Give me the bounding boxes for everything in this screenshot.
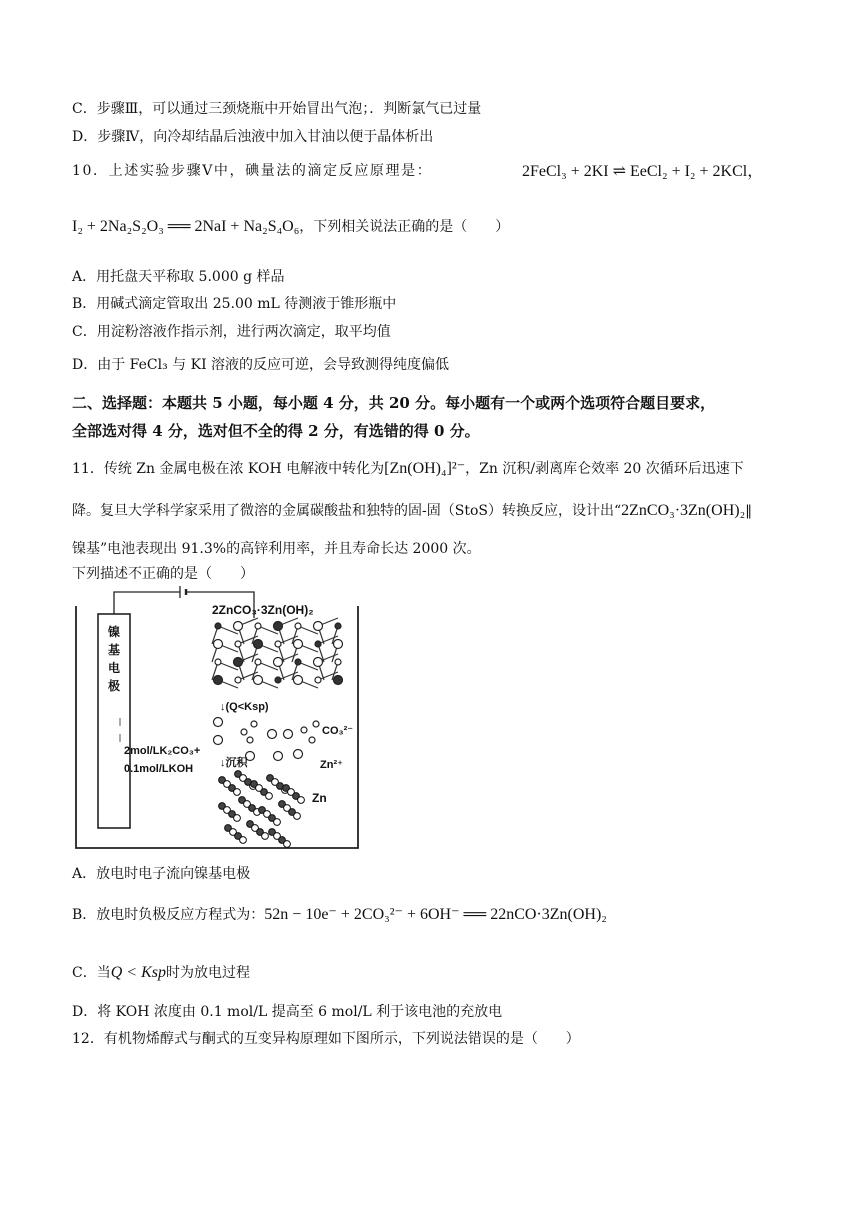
zinc-deposits — [219, 771, 305, 848]
electrolyte-label-1: 2mol/LK₂CO₃+ — [124, 745, 201, 757]
q11-option-c-inequality: Q < Ksp — [110, 964, 166, 981]
zinc-deposit-atom — [274, 819, 281, 826]
q11-option-b-text: B．放电时负极反应方程式为： — [72, 907, 265, 923]
lattice-atom — [315, 677, 321, 683]
lattice-atom — [214, 676, 223, 685]
q11-formula: 2ZnCO₃·3Zn(OH)₂ — [621, 502, 746, 519]
zinc-deposit-atom — [294, 813, 301, 820]
lattice-atom — [294, 676, 303, 685]
section-2-heading-line-2: 全部选对得 4 分，选对但不全的得 2 分，有选错的得 0 分。 — [72, 422, 480, 440]
lattice-atom — [335, 623, 341, 629]
dissolved-ions — [214, 718, 320, 761]
q11-line-2 — [72, 500, 752, 520]
q12-question: 12．有机物烯醇式与酮式的互变异构原理如下图所示，下列说法错误的是（ ） — [72, 1031, 580, 1047]
zinc-label: Zn — [312, 791, 327, 805]
zinc-deposit-atom — [284, 841, 291, 848]
q11-line-3: 镍基”电池表现出 91.3%的高锌利用率，并且寿命长达 2000 次。 — [72, 541, 481, 557]
q-ksp-label: ↓(Q<Ksp) — [220, 701, 269, 713]
carbonate-ion-label: CO₃²⁻ — [322, 725, 354, 737]
q11-option-c — [72, 962, 250, 982]
q11-line-1 — [72, 458, 744, 478]
q10-equation-1: 2FeCl₃ + 2KI ⇌ EeCl₂ + I₂ + 2KCl， — [522, 163, 764, 180]
q11-text-1b: ，Zn 沉积/剥离库仑效率 20 次循环后迅速下 — [465, 461, 744, 477]
q11-zincate-ion: [Zn(OH)₄]²⁻ — [384, 460, 466, 477]
zinc-ion-label: Zn²⁺ — [320, 759, 343, 771]
electrode-char-3: 电 — [107, 661, 121, 675]
q11-option-a: A．放电时电子流向镍基电极 — [72, 866, 251, 882]
q11-text-2b: ‖ — [745, 503, 753, 519]
deposit-label: ↓沉积 — [220, 757, 248, 769]
option-c-top: C．步骤Ⅲ，可以通过三颈烧瓶中开始冒出气泡；．判断氯气已过量 — [72, 101, 482, 117]
q11-text-2a: 降。复旦大学科学家采用了微溶的金属碳酸盐和独特的固-固（StoS）转换反应，设计出“ — [72, 503, 622, 519]
q11-option-c-tail: 时为放电过程 — [165, 965, 250, 981]
q11-option-d: D．将 KOH 浓度由 0.1 mol/L 提高至 6 mol/L 利于该电池的充放电 — [72, 1004, 503, 1020]
lattice-atom — [234, 622, 243, 631]
lattice-atom — [274, 658, 283, 667]
crystal-label: 2ZnCO₃·3Zn(OH)₂ — [212, 603, 314, 617]
q10-option-c: C．用淀粉溶液作指示剂，进行两次滴定，取平均值 — [72, 324, 391, 340]
lattice-atom — [255, 659, 261, 665]
zinc-deposit-atom — [262, 833, 269, 840]
lattice-atom — [334, 640, 343, 649]
q10-option-b: B．用碱式滴定管取出 25.00 mL 待测液于锥形瓶中 — [72, 296, 397, 312]
lattice-atom — [315, 641, 321, 647]
electrode-char-4: 极 — [107, 679, 121, 693]
lattice-atom — [295, 623, 301, 629]
lattice-atom — [235, 677, 241, 683]
lattice-atom — [215, 623, 221, 629]
lattice-atom — [274, 622, 283, 631]
lattice-atom — [334, 676, 343, 685]
lattice-atom — [235, 641, 241, 647]
lattice-atom — [214, 640, 223, 649]
q11-option-c-text: C．当 — [72, 965, 111, 981]
q10-equation-2-line — [72, 216, 509, 236]
q10-question: ，下列相关说法正确的是（ ） — [299, 219, 510, 235]
lattice-atom — [254, 676, 263, 685]
q10-option-d: D．由于 FeCl₃ 与 KI 溶液的反应可逆，会导致测得纯度偏低 — [72, 357, 450, 373]
electrode-char-2: 基 — [107, 643, 121, 657]
lattice-atom — [295, 659, 301, 665]
q10-equation-2: I₂ + 2Na₂S₂O₃ ══ 2NaI + Na₂S₄O₆ — [72, 218, 300, 235]
lattice-atom — [234, 658, 243, 667]
electrolyte-label-2: 0.1mol/LKOH — [124, 763, 194, 775]
q11-question: 下列描述不正确的是（ ） — [72, 566, 254, 582]
zinc-deposit-atom — [240, 837, 247, 844]
q11-text-1a: 11．传统 Zn 金属电极在浓 KOH 电解液中转化为 — [72, 461, 385, 477]
q11-option-b-equation: 52n − 10e⁻ + 2CO₃²⁻ + 6OH⁻ ══ 22nCO·3Zn(OH)₂ — [264, 906, 607, 923]
section-2-heading-line-1: 二、选择题：本题共 5 小题，每小题 4 分，共 20 分。每小题有一个或两个选项符合题目要求， — [72, 394, 716, 412]
zinc-deposit-atom — [266, 793, 273, 800]
lattice-atom — [314, 622, 323, 631]
zinc-deposit-atom — [234, 815, 241, 822]
lattice-atom — [335, 659, 341, 665]
lattice-atom — [275, 677, 281, 683]
lattice-atoms — [214, 622, 343, 685]
zinc-deposit-atom — [234, 789, 241, 796]
zinc-deposit-atom — [298, 797, 305, 804]
lattice-atom — [314, 658, 323, 667]
option-d-top: D．步骤Ⅳ，向冷却结晶后浊液中加入甘油以便于晶体析出 — [72, 129, 434, 145]
q11-option-b — [72, 904, 607, 924]
lattice-atom — [294, 640, 303, 649]
lattice-atom — [254, 640, 263, 649]
q10-intro: 10．上述实验步骤Ⅴ中，碘量法的滴定反应原理是： — [72, 163, 433, 179]
lattice-atom — [275, 641, 281, 647]
battery-diagram — [72, 584, 364, 850]
lattice-atom — [255, 623, 261, 629]
q10-option-a: A．用托盘天平称取 5.000 g 样品 — [72, 269, 285, 285]
electrode-char-1: 镍 — [107, 625, 121, 639]
lattice-atom — [215, 659, 221, 665]
